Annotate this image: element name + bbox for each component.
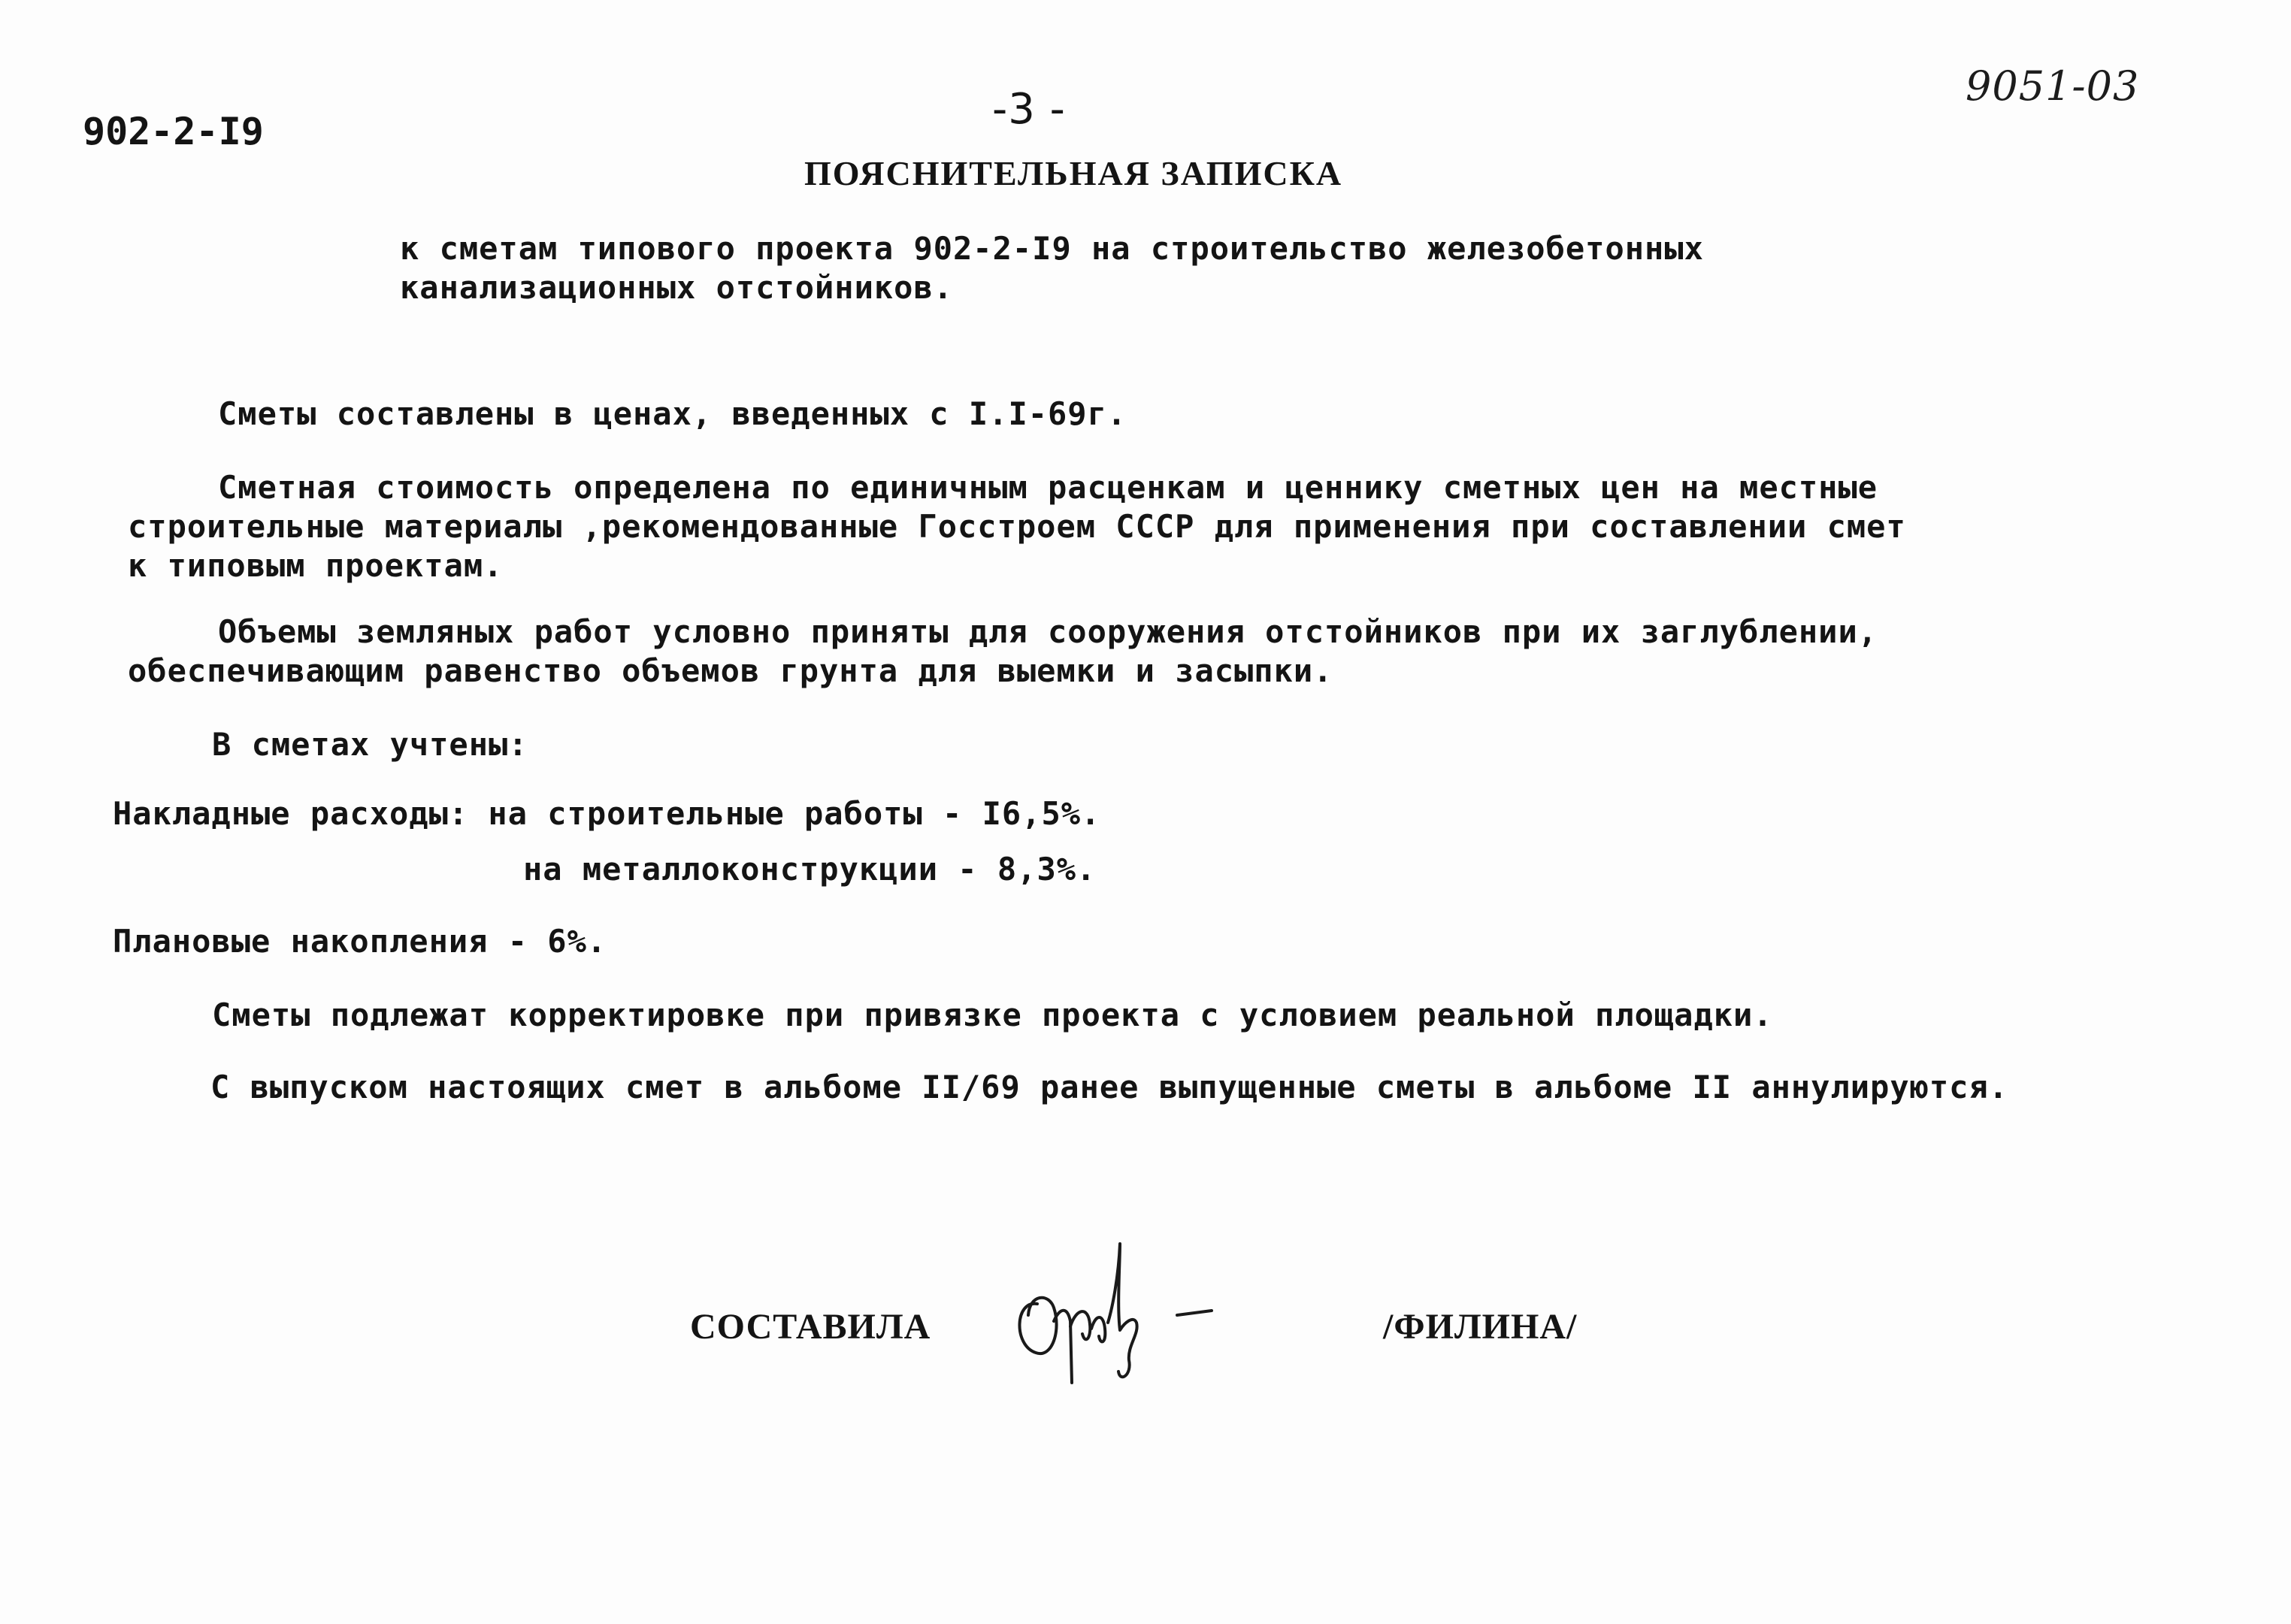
paragraph-earthworks-line-2: обеспечивающим равенство объемов грунта для выемки и засыпки. (128, 652, 1333, 689)
overhead-metal-structures: на металлоконструкции - 8,3%. (523, 851, 1097, 888)
paragraph-prices: Сметы составлены в ценах, введенных с I.I-69г. (218, 395, 1127, 432)
project-code: 902-2-I9 (83, 110, 264, 153)
document-title: ПОЯСНИТЕЛЬНАЯ ЗАПИСКА (804, 154, 1343, 192)
handwritten-archive-code: 9051-03 (1966, 62, 2140, 110)
signer-name: /ФИЛИНА/ (1383, 1307, 1578, 1347)
overhead-construction: Накладные расходы: на строительные работы - I6,5%. (113, 795, 1101, 832)
paragraph-release: С выпуском настоящих смет в альбоме II/69 ранее выпущенные сметы в альбоме II аннулируются. (210, 1069, 2009, 1105)
document-subtitle-line-2: канализационных отстойников. (400, 269, 954, 306)
page-number: -3 - (992, 85, 1066, 134)
handwritten-signature (1007, 1232, 1263, 1405)
paragraph-earthworks-line-1: Объемы земляных работ условно приняты для сооружения отстойников при их заглублении, (218, 613, 1878, 650)
signature-label: СОСТАВИЛА (690, 1307, 931, 1347)
included-heading: В сметах учтены: (212, 726, 528, 763)
paragraph-cost-line-2: строительные материалы ,рекомендованные Госстроем СССР для применения при составлении смет (128, 508, 1906, 545)
planned-savings: Плановые накопления - 6%. (113, 923, 607, 960)
paragraph-cost-line-3: к типовым проектам. (128, 547, 504, 584)
paragraph-cost-line-1: Сметная стоимость определена по единичным расценкам и ценнику сметных цен на местные (218, 469, 1878, 506)
document-subtitle-line-1: к сметам типового проекта 902-2-I9 на строительство железобетонных (400, 230, 1704, 267)
paragraph-correction: Сметы подлежат корректировке при привязке проекта с условием реальной площадки. (212, 996, 1773, 1033)
